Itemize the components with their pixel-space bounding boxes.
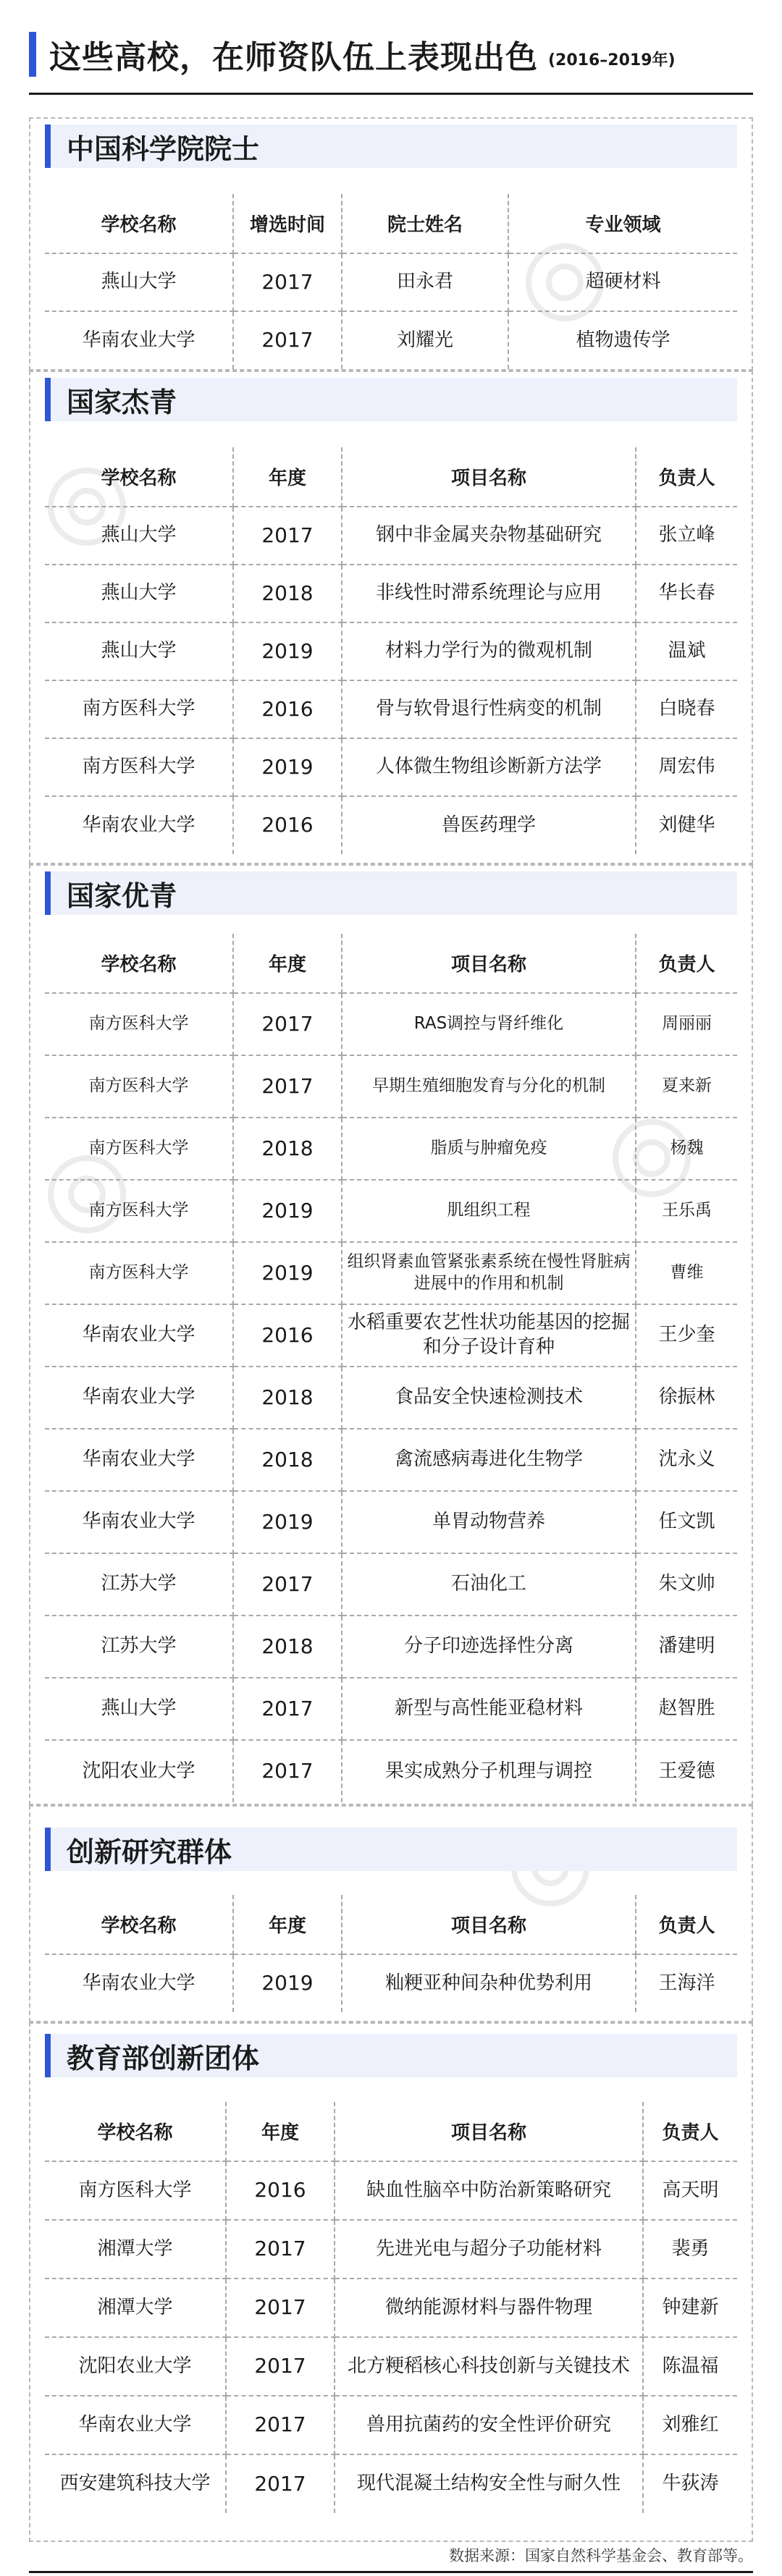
school-name-cell: 南方医科大学 [45,2161,226,2220]
table-row [45,253,737,311]
project-name-cell: 微纳能源材料与器件物理 [335,2279,643,2337]
data-source-note: 数据来源：国家自然科学基金会、教育部等。 [449,2547,753,2564]
school-name-cell: 沈阳农业大学 [45,2337,226,2396]
year-cell: 2017 [233,1055,342,1118]
column-header: 负责人 [636,934,737,993]
school-name-cell: 江苏大学 [45,1553,233,1616]
year-cell: 2018 [233,565,342,622]
person-cell: 周丽丽 [636,993,737,1055]
innovation-group-table [45,1895,737,2012]
table-row [45,1429,737,1491]
year-cell: 2017 [233,1553,342,1616]
project-name-cell: 脂质与肿瘤免疫 [342,1118,636,1180]
column-header: 项目名称 [342,1895,636,1954]
column-header: 专业领域 [508,194,737,253]
project-name-cell: 早期生殖细胞发育与分化的机制 [342,1055,636,1118]
school-name-cell: 南方医科大学 [45,738,233,796]
person-cell: 夏来新 [636,1055,737,1118]
section-title-innovation-group [45,1828,737,1871]
table-row [45,2279,737,2337]
bottom-rule [29,2571,753,2573]
table-row [45,565,737,622]
school-name-cell: 燕山大学 [45,507,233,565]
person-cell: 王爱德 [636,1740,737,1802]
person-cell: 王乐禹 [636,1180,737,1242]
year-cell: 2019 [233,622,342,680]
table-row [45,1954,737,2012]
table-row [45,1491,737,1553]
person-cell: 牛荻涛 [643,2454,737,2513]
project-name-cell: RAS调控与肾纤维化 [342,993,636,1055]
year-cell: 2019 [233,1242,342,1304]
column-header: 学校名称 [45,1895,233,1954]
section-accent-bar [45,378,51,421]
year-cell: 2017 [226,2454,335,2513]
column-header: 负责人 [643,2102,737,2161]
year-cell: 2019 [233,1180,342,1242]
section-title-text: 中国科学院院士 [67,132,260,165]
project-name-cell: 北方粳稻核心科技创新与关键技术 [335,2337,643,2396]
project-name-cell: 禽流感病毒进化生物学 [342,1429,636,1491]
school-name-cell: 南方医科大学 [45,1242,233,1304]
column-header: 年度 [233,1895,342,1954]
person-cell: 赵智胜 [636,1678,737,1740]
year-cell: 2018 [233,1429,342,1491]
school-name-cell: 华南农业大学 [45,1304,233,1367]
section-accent-bar [45,1828,51,1871]
table-row [45,1553,737,1616]
excellent-young-table [45,934,737,1802]
school-name-cell: 华南农业大学 [45,1367,233,1429]
table-row [45,2161,737,2220]
school-name-cell: 华南农业大学 [45,1429,233,1491]
project-name-cell: 新型与高性能亚稳材料 [342,1678,636,1740]
column-header: 年度 [233,447,342,507]
school-name-cell: 燕山大学 [45,622,233,680]
person-cell: 周宏伟 [636,738,737,796]
school-name-cell: 南方医科大学 [45,993,233,1055]
table-row [45,1304,737,1367]
person-cell: 华长春 [636,565,737,622]
year-cell: 2019 [233,738,342,796]
school-name-cell: 江苏大学 [45,1616,233,1678]
school-name-cell: 燕山大学 [45,565,233,622]
table-row [45,796,737,854]
person-cell: 任文凯 [636,1491,737,1553]
school-name-cell: 南方医科大学 [45,1180,233,1242]
person-cell: 王海洋 [636,1954,737,2012]
page-header [29,30,753,78]
column-header: 年度 [226,2102,335,2161]
header-rule [29,93,753,95]
project-name-cell: 兽医药理学 [342,796,636,854]
distinguished-young-table [45,447,737,854]
project-name-cell: 水稻重要农艺性状功能基因的挖掘和分子设计育种 [342,1304,636,1367]
table-row [45,1740,737,1802]
school-name-cell: 华南农业大学 [45,1491,233,1553]
section-title-text: 创新研究群体 [67,1836,232,1868]
table-header-row [45,194,737,253]
project-name-cell: 钢中非金属夹杂物基础研究 [342,507,636,565]
person-cell: 曹维 [636,1242,737,1304]
column-header: 院士姓名 [342,194,508,253]
academician-table [45,194,737,369]
table-row [45,2396,737,2454]
person-cell: 钟建新 [643,2279,737,2337]
project-name-cell: 肌组织工程 [342,1180,636,1242]
section-title-academicians [45,124,737,168]
table-row [45,1118,737,1180]
person-cell: 白晓春 [636,680,737,738]
project-name-cell: 籼粳亚种间杂种优势利用 [342,1954,636,2012]
person-cell: 刘健华 [636,796,737,854]
person-cell: 刘雅红 [643,2396,737,2454]
year-cell: 2016 [233,796,342,854]
section-accent-bar [45,124,51,168]
table-row [45,622,737,680]
year-cell: 2018 [233,1616,342,1678]
table-header-row [45,447,737,507]
year-cell: 2016 [233,680,342,738]
table-row [45,1242,737,1304]
table-row [45,2220,737,2279]
project-name-cell: 缺血性脑卒中防治新策略研究 [335,2161,643,2220]
field-cell: 植物遗传学 [508,311,737,369]
project-name-cell: 果实成熟分子机理与调控 [342,1740,636,1802]
person-cell: 陈温福 [643,2337,737,2396]
school-name-cell: 华南农业大学 [45,2396,226,2454]
year-cell: 2017 [233,1678,342,1740]
school-name-cell: 南方医科大学 [45,680,233,738]
table-row [45,2337,737,2396]
school-name-cell: 南方医科大学 [45,1055,233,1118]
year-cell: 2016 [233,1304,342,1367]
person-cell: 田永君 [342,253,508,311]
school-name-cell: 沈阳农业大学 [45,1740,233,1802]
table-row [45,680,737,738]
project-name-cell: 现代混凝土结构安全性与耐久性 [335,2454,643,2513]
column-header: 增选时间 [233,194,342,253]
section-accent-bar [45,871,51,915]
table-row [45,1367,737,1429]
section-title-distinguished-young [45,378,737,421]
project-name-cell: 石油化工 [342,1553,636,1616]
school-name-cell: 燕山大学 [45,253,233,311]
project-name-cell: 材料力学行为的微观机制 [342,622,636,680]
school-name-cell: 华南农业大学 [45,796,233,854]
year-cell: 2017 [233,1740,342,1802]
person-cell: 刘耀光 [342,311,508,369]
section-title-moe-team [45,2034,737,2077]
section-title-excellent-young [45,871,737,915]
year-cell: 2017 [233,253,342,311]
person-cell: 高天明 [643,2161,737,2220]
person-cell: 温斌 [636,622,737,680]
project-name-cell: 骨与软骨退行性病变的机制 [342,680,636,738]
school-name-cell: 湘潭大学 [45,2220,226,2279]
project-name-cell: 先进光电与超分子功能材料 [335,2220,643,2279]
section-accent-bar [45,2034,51,2077]
school-name-cell: 湘潭大学 [45,2279,226,2337]
column-header: 学校名称 [45,934,233,993]
year-cell: 2018 [233,1367,342,1429]
year-cell: 2019 [233,1491,342,1553]
table-header-row [45,1895,737,1954]
section-title-text: 教育部创新团体 [67,2042,260,2074]
table-row [45,993,737,1055]
project-name-cell: 组织肾素血管紧张素系统在慢性肾脏病进展中的作用和机制 [342,1242,636,1304]
year-cell: 2017 [233,507,342,565]
project-name-cell: 食品安全快速检测技术 [342,1367,636,1429]
column-header: 负责人 [636,1895,737,1954]
person-cell: 裴勇 [643,2220,737,2279]
school-name-cell: 华南农业大学 [45,311,233,369]
year-cell: 2017 [233,993,342,1055]
year-cell: 2016 [226,2161,335,2220]
table-header-row [45,2102,737,2161]
field-cell: 超硬材料 [508,253,737,311]
person-cell: 杨魏 [636,1118,737,1180]
table-row [45,738,737,796]
person-cell: 潘建明 [636,1616,737,1678]
person-cell: 沈永义 [636,1429,737,1491]
page-title: 这些高校，在师资队伍上表现出色 [49,39,538,76]
section-title-text: 国家杰青 [67,386,177,418]
person-cell: 张立峰 [636,507,737,565]
table-row [45,507,737,565]
moe-team-table [45,2102,737,2513]
table-row [45,1678,737,1740]
table-row [45,1055,737,1118]
project-name-cell: 单胃动物营养 [342,1491,636,1553]
table-header-row [45,934,737,993]
year-cell: 2017 [226,2337,335,2396]
school-name-cell: 燕山大学 [45,1678,233,1740]
section-title-text: 国家优青 [67,879,177,912]
project-name-cell: 非线性时滞系统理论与应用 [342,565,636,622]
table-row [45,1180,737,1242]
project-name-cell: 人体微生物组诊断新方法学 [342,738,636,796]
person-cell: 朱文帅 [636,1553,737,1616]
year-cell: 2017 [226,2396,335,2454]
year-cell: 2017 [233,311,342,369]
column-header: 学校名称 [45,194,233,253]
column-header: 项目名称 [335,2102,643,2161]
column-header: 学校名称 [45,447,233,507]
school-name-cell: 华南农业大学 [45,1954,233,2012]
year-cell: 2019 [233,1954,342,2012]
project-name-cell: 兽用抗菌药的安全性评价研究 [335,2396,643,2454]
year-cell: 2018 [233,1118,342,1180]
table-row [45,1616,737,1678]
header-accent-bar [29,32,36,77]
column-header: 项目名称 [342,447,636,507]
school-name-cell: 南方医科大学 [45,1118,233,1180]
column-header: 负责人 [636,447,737,507]
person-cell: 王少奎 [636,1304,737,1367]
project-name-cell: 分子印迹选择性分离 [342,1616,636,1678]
year-cell: 2017 [226,2220,335,2279]
year-cell: 2017 [226,2279,335,2337]
table-row [45,311,737,369]
school-name-cell: 西安建筑科技大学 [45,2454,226,2513]
column-header: 年度 [233,934,342,993]
person-cell: 徐振林 [636,1367,737,1429]
column-header: 学校名称 [45,2102,226,2161]
page-title-years: (2016–2019年) [548,51,676,69]
table-row [45,2454,737,2513]
column-header: 项目名称 [342,934,636,993]
